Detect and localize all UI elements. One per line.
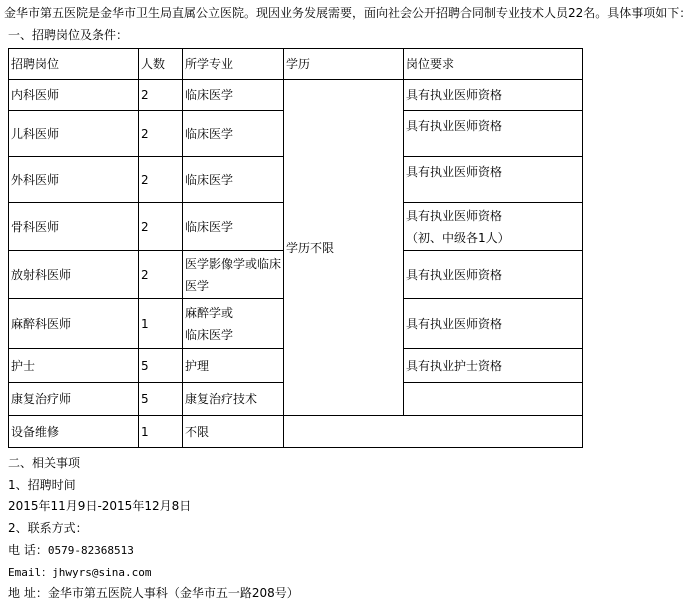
cell-count: 1 — [139, 416, 183, 448]
cell-position: 儿科医师 — [9, 111, 139, 157]
cell-major — [183, 251, 284, 299]
recruit-period: 2015年11月9日-2015年12月8日 — [8, 499, 192, 513]
phone-value: 0579-82368513 — [47, 544, 134, 557]
address-line — [8, 586, 299, 600]
address-label: 地 址： — [8, 586, 48, 600]
cell-position: 麻醉科医师 — [9, 299, 139, 349]
cell-count: 2 — [139, 157, 183, 203]
cell-major: 临床医学 — [183, 80, 284, 111]
cell-count: 2 — [139, 203, 183, 251]
cell-empty — [284, 416, 583, 448]
section-heading-positions: 一、招聘岗位及条件： — [8, 28, 129, 42]
cell-education-merged: 学历不限 — [284, 80, 404, 416]
major-line-2: 临床医学 — [185, 327, 234, 342]
cell-position: 骨科医师 — [9, 203, 139, 251]
cell-position: 康复治疗师 — [9, 383, 139, 416]
requirement-line-2: （初、中级各1人） — [406, 230, 510, 245]
intro-paragraph: 金华市第五医院是金华市卫生局直属公立医院。现因业务发展需要，面向社会公开招聘合同制专业技术人员22名。具体事项如下： — [4, 6, 692, 20]
cell-major: 护理 — [183, 349, 284, 383]
cell-requirement: 具有执业护士资格 — [404, 349, 583, 383]
cell-count: 5 — [139, 383, 183, 416]
cell-count: 5 — [139, 349, 183, 383]
cell-major: 临床医学 — [183, 157, 284, 203]
cell-major: 不限 — [183, 416, 284, 448]
cell-position: 护士 — [9, 349, 139, 383]
email-label: Email： — [8, 566, 53, 579]
cell-requirement: 具有执业医师资格 — [404, 111, 583, 157]
cell-count: 1 — [139, 299, 183, 349]
cell-major — [183, 299, 284, 349]
table-header-row — [9, 49, 583, 80]
cell-requirement: 具有执业医师资格 — [404, 251, 583, 299]
cell-major: 临床医学 — [183, 111, 284, 157]
item-recruit-time: 1、招聘时间 — [8, 478, 76, 492]
cell-count: 2 — [139, 80, 183, 111]
header-requirement: 岗位要求 — [404, 49, 583, 80]
cell-major: 康复治疗技术 — [183, 383, 284, 416]
major-line-1: 麻醉学或 — [185, 305, 234, 320]
cell-position: 放射科医师 — [9, 251, 139, 299]
requirement-line-1: 具有执业医师资格 — [406, 208, 503, 223]
email-value[interactable]: jhwyrs@sina.com — [52, 566, 152, 579]
header-major: 所学专业 — [183, 49, 284, 80]
phone-label: 电 话： — [8, 543, 48, 557]
header-education: 学历 — [284, 49, 404, 80]
cell-major: 临床医学 — [183, 203, 284, 251]
address-value: 金华市第五医院人事科（金华市五一路208号） — [47, 586, 299, 600]
major-line-1: 医学影像学或临床 — [185, 256, 282, 271]
cell-requirement — [404, 203, 583, 251]
cell-requirement: 具有执业医师资格 — [404, 157, 583, 203]
header-count: 人数 — [139, 49, 183, 80]
item-contact: 2、联系方式： — [8, 521, 88, 535]
cell-position: 外科医师 — [9, 157, 139, 203]
cell-requirement — [404, 383, 583, 416]
cell-count: 2 — [139, 251, 183, 299]
section-heading-related: 二、相关事项 — [8, 456, 81, 470]
table-row — [9, 80, 583, 111]
cell-position: 设备维修 — [9, 416, 139, 448]
email-line — [8, 565, 151, 580]
recruitment-table — [8, 48, 583, 448]
cell-requirement: 具有执业医师资格 — [404, 80, 583, 111]
table-row — [9, 416, 583, 448]
cell-requirement: 具有执业医师资格 — [404, 299, 583, 349]
cell-position: 内科医师 — [9, 80, 139, 111]
cell-count: 2 — [139, 111, 183, 157]
header-position: 招聘岗位 — [9, 49, 139, 80]
phone-line — [8, 543, 134, 558]
major-line-2: 医学 — [185, 278, 210, 293]
